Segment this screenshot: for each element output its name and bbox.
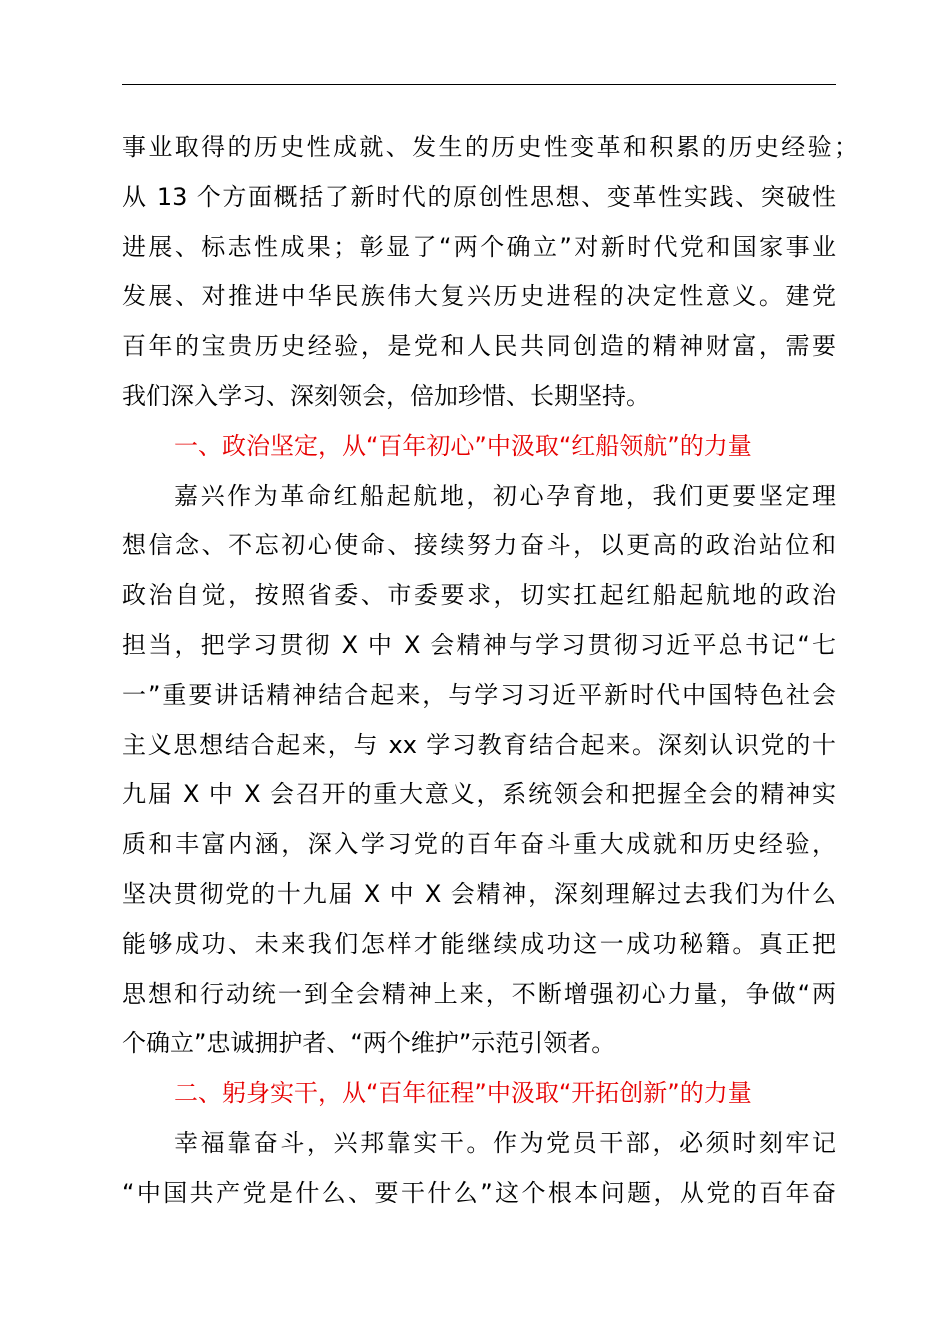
section-heading: 二、躬身实干，从“百年征程”中汲取“开拓创新”的力量 — [174, 1079, 752, 1108]
text-line: 九届 X 中 X 会召开的重大意义，系统领会和把握全会的精神实 — [122, 780, 836, 809]
text-line: 能够成功、未来我们怎样才能继续成功这一成功秘籍。真正把 — [122, 929, 836, 958]
text-line: 从 13 个方面概括了新时代的原创性思想、变革性实践、突破性 — [122, 182, 836, 211]
text-line: 嘉兴作为革命红船起航地，初心孕育地，我们更要坚定理 — [174, 481, 836, 510]
paragraph — [122, 472, 836, 1070]
text-line: 质和丰富内涵，深入学习党的百年奋斗重大成就和历史经验， — [122, 830, 836, 859]
paragraph-continued — [122, 123, 858, 422]
text-line: 一”重要讲话精神结合起来，与学习习近平新时代中国特色社会 — [122, 680, 836, 709]
document-body — [122, 123, 858, 1219]
text-line: 主义思想结合起来，与 xx 学习教育结合起来。深刻认识党的十 — [122, 730, 836, 759]
text-line: 政治自觉，按照省委、市委要求，切实扛起红船起航地的政治 — [122, 581, 836, 610]
text-line: 担当，把学习贯彻 X 中 X 会精神与学习贯彻习近平总书记“七 — [122, 630, 836, 659]
text-line: 幸福靠奋斗，兴邦靠实干。作为党员干部，必须时刻牢记 — [174, 1128, 836, 1157]
text-line: 想信念、不忘初心使命、接续努力奋斗，以更高的政治站位和 — [122, 531, 836, 560]
text-line: 个确立”忠诚拥护者、“两个维护”示范引领者。 — [122, 1029, 616, 1058]
text-line: 进展、标志性成果；彰显了“两个确立”对新时代党和国家事业 — [122, 232, 836, 261]
text-line: 发展、对推进中华民族伟大复兴历史进程的决定性意义。建党 — [122, 282, 836, 311]
text-line: 思想和行动统一到全会精神上来，不断增强初心力量，争做“两 — [122, 979, 836, 1008]
text-line: “中国共产党是什么、要干什么”这个根本问题，从党的百年奋 — [122, 1178, 836, 1207]
text-line: 坚决贯彻党的十九届 X 中 X 会精神，深刻理解过去我们为什么 — [122, 879, 836, 908]
header-rule — [122, 84, 836, 85]
text-line: 我们深入学习、深刻领会，倍加珍惜、长期坚持。 — [122, 381, 650, 410]
text-line: 百年的宝贵历史经验，是党和人民共同创造的精神财富，需要 — [122, 332, 836, 361]
paragraph — [122, 1119, 836, 1219]
section-heading: 一、政治坚定，从“百年初心”中汲取“红船领航”的力量 — [174, 431, 752, 460]
text-line: 事业取得的历史性成就、发生的历史性变革和积累的历史经验； — [122, 133, 858, 161]
